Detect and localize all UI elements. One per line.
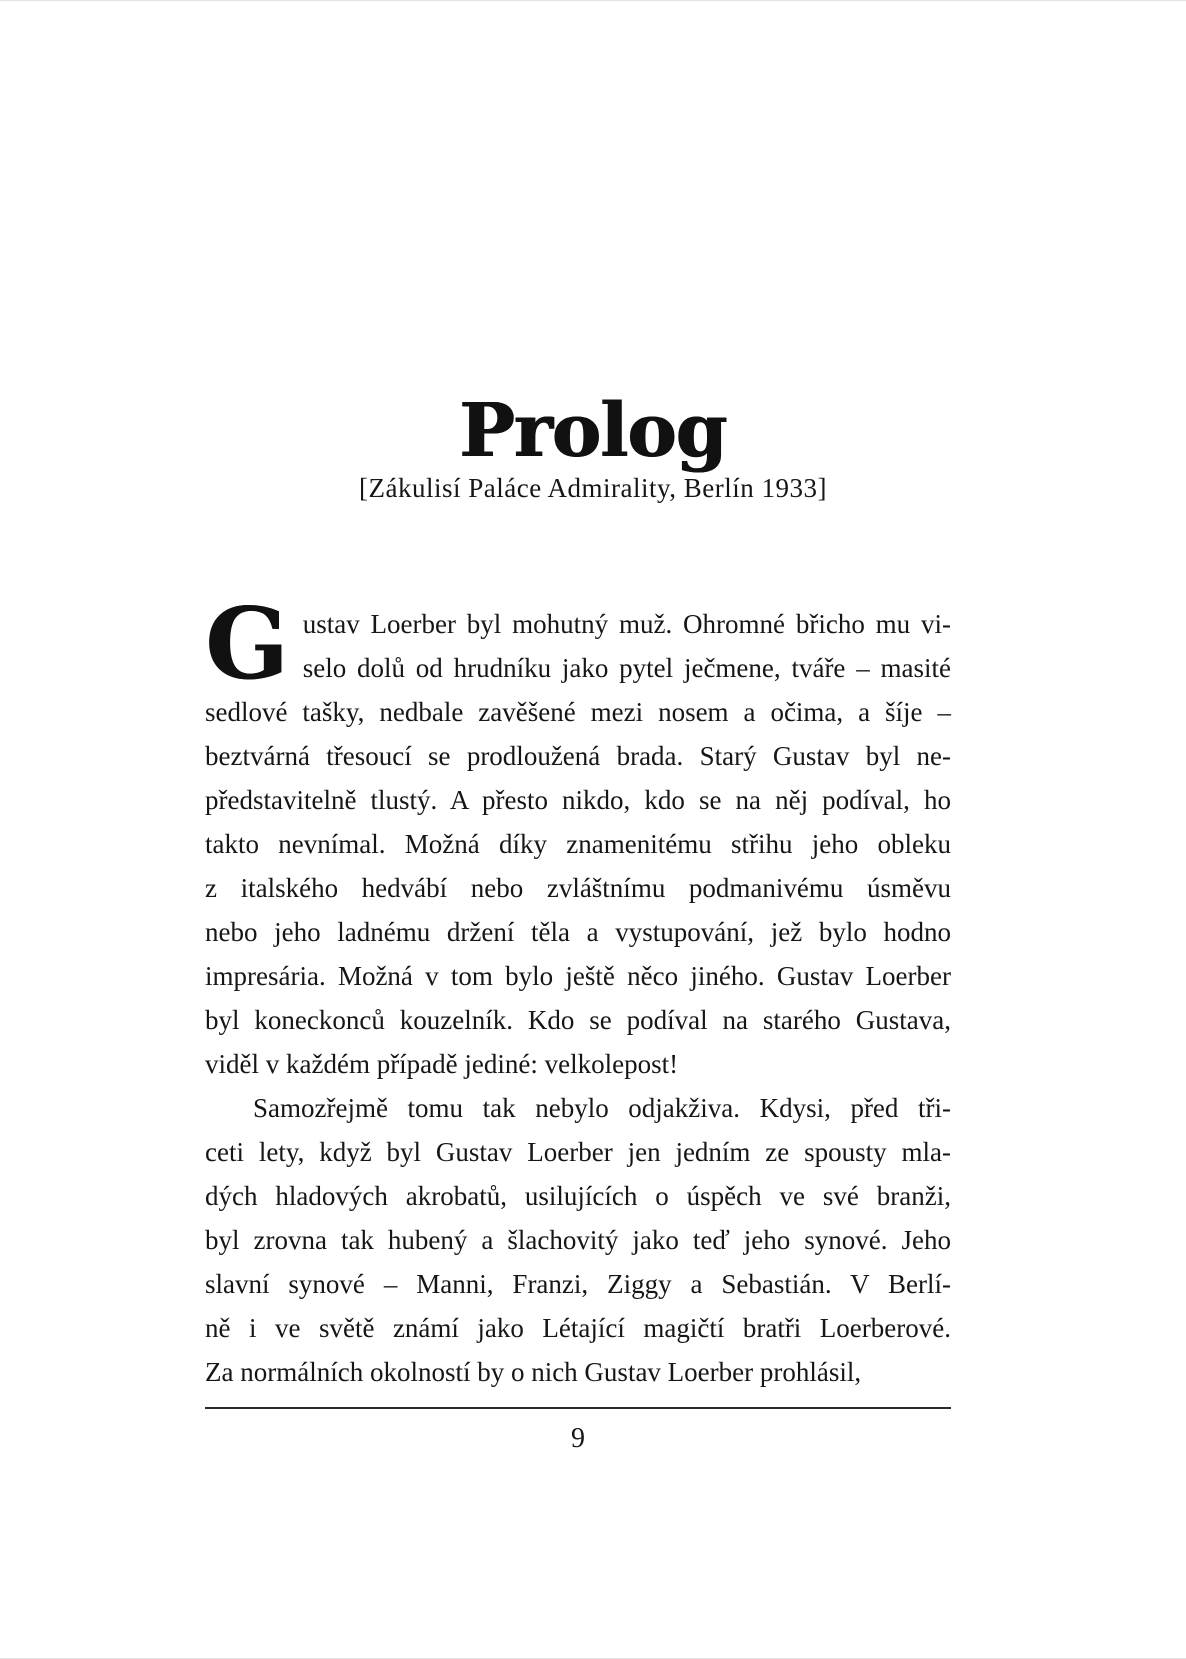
text-line: ně i ve světě známí jako Létající magičtí bratři Loerberové. bbox=[205, 1313, 951, 1343]
chapter-title: Prolog bbox=[459, 388, 727, 474]
page-footer bbox=[205, 1407, 951, 1455]
text-line: ustav Loerber byl mohutný muž. Ohromné břicho mu vi- bbox=[302, 609, 951, 639]
text-line: Samozřejmě tomu tak nebylo odjakživa. Kdysi, před tři- bbox=[253, 1093, 951, 1123]
paragraph bbox=[205, 587, 951, 1086]
text-line: byl zrovna tak hubený a šlachovitý jako teď jeho synové. Jeho bbox=[205, 1225, 951, 1255]
chapter-header bbox=[0, 388, 1186, 504]
text-line: představitelně tlustý. A přesto nikdo, kdo se na něj podíval, ho bbox=[205, 785, 951, 815]
page-number: 9 bbox=[571, 1423, 585, 1454]
text-line: nebo jeho ladnému držení těla a vystupování, jež bylo hodno bbox=[205, 917, 951, 947]
text-line: dých hladových akrobatů, usilujících o úspěch ve své branži, bbox=[205, 1181, 951, 1211]
text-line: viděl v každém případě jediné: velkolepost! bbox=[205, 1049, 679, 1079]
drop-cap: G bbox=[205, 587, 289, 702]
text-line: selo dolů od hrudníku jako pytel ječmene, tváře – masité bbox=[302, 653, 951, 683]
paragraph bbox=[205, 1086, 951, 1394]
text-line: impresária. Možná v tom bylo ještě něco jiného. Gustav Loerber bbox=[205, 961, 951, 991]
text-line: z italského hedvábí nebo zvláštnímu podmanivému úsměvu bbox=[205, 873, 951, 903]
text-line: slavní synové – Manni, Franzi, Ziggy a Sebastián. V Berlí- bbox=[205, 1269, 951, 1299]
footer-rule bbox=[205, 1407, 951, 1409]
text-line: byl koneckonců kouzelník. Kdo se podíval na starého Gustava, bbox=[205, 1005, 951, 1035]
body-text bbox=[205, 587, 951, 1394]
text-line: beztvárná třesoucí se prodloužená brada. Starý Gustav byl ne- bbox=[205, 741, 951, 771]
chapter-subtitle: [Zákulisí Paláce Admirality, Berlín 1933] bbox=[359, 472, 827, 503]
text-line: sedlové tašky, nedbale zavěšené mezi nosem a očima, a šíje – bbox=[205, 697, 951, 727]
text-line: takto nevnímal. Možná díky znamenitému střihu jeho obleku bbox=[205, 829, 951, 859]
text-line: ceti lety, když byl Gustav Loerber jen jedním ze spousty mla- bbox=[205, 1137, 951, 1167]
text-line: Za normálních okolností by o nich Gustav Loerber prohlásil, bbox=[205, 1357, 862, 1387]
